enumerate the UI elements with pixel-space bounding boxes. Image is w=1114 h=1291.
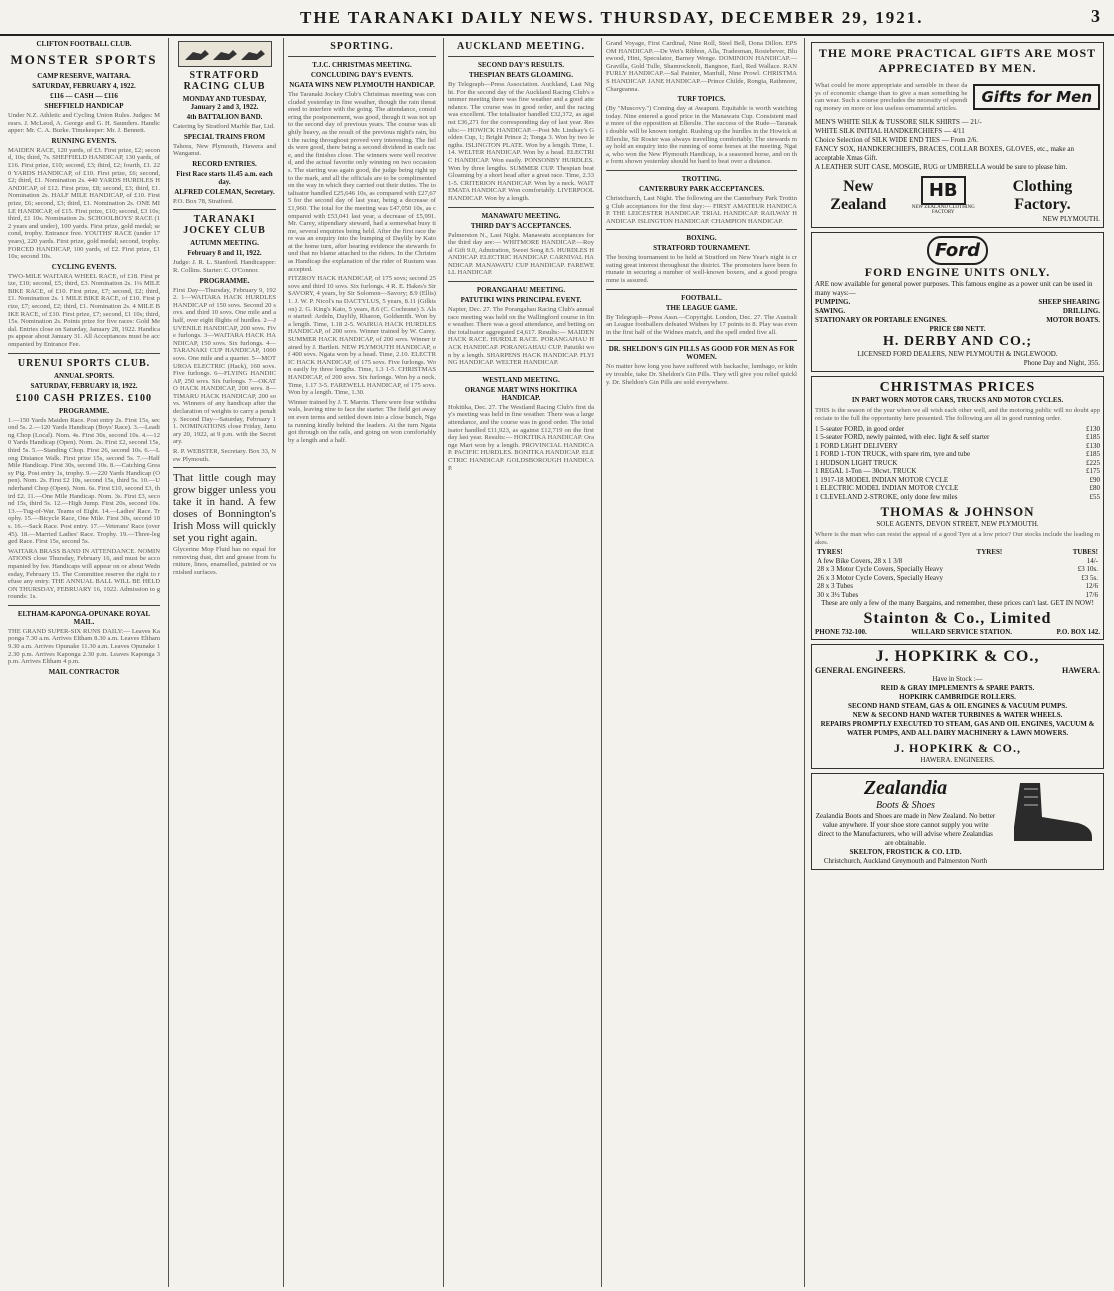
sports-date: SATURDAY, FEBRUARY 4, 1922. bbox=[32, 82, 136, 90]
hopkirk-item: SECOND HAND STEAM, GAS & OIL ENGINES & VACUUM PUMPS. bbox=[848, 702, 1067, 711]
ford-text: ARE now available for general power purposes. This famous engine as a power unit can be used in many ways:— bbox=[815, 280, 1093, 298]
boxing: BOXING. bbox=[686, 234, 717, 243]
divider bbox=[288, 56, 436, 57]
running-events: RUNNING EVENTS. bbox=[51, 136, 117, 145]
divider bbox=[448, 207, 594, 208]
divider bbox=[8, 605, 160, 606]
hb-logo: HB bbox=[921, 176, 966, 205]
xmas-price-row bbox=[815, 442, 1100, 451]
xmas-price: £80 bbox=[1089, 484, 1100, 493]
zealandia-ad bbox=[811, 773, 1104, 870]
tyre-price: 17/6 bbox=[1085, 590, 1098, 599]
cough-advertisement: That little cough may grow bigger unless you take it in hand. A few doses of Bonnington's Irish Moss will quickly set you right again. bbox=[173, 472, 276, 545]
article-body: Hokitika, Dec. 27. The Westland Racing Club's first day's meeting was held in fine weather. There was a large attendance, and the course was in good order. The totalisator handled £11,923, as against £12,719 on the first day last year. Results:— HOKITIKA HANDICAP. Orange Mart won by a length. PROVINCIAL HANDICAP. PACIFIC HURDLES. BONITKA HANDICAP. ELECTRIC HANDICAP. GOLDSBOROUGH HANDICAP. bbox=[448, 403, 594, 472]
xmas-price-list bbox=[815, 425, 1100, 502]
masthead bbox=[0, 0, 1114, 36]
xmas-item: 1 FORD 1-TON TRUCK, with spare rim, tyre and tube bbox=[815, 450, 971, 459]
body-text: Under N.Z. Athletic and Cycling Union Rules. Judges: Messrs. J. McLeod, A. George and G. H. Saunders. Handicapper: Mr. C. A. Burke. Timekeeper: Mr. J. Bennett. bbox=[8, 112, 160, 135]
mail-contractor: MAIL CONTRACTOR bbox=[48, 667, 120, 676]
hb-caption: NEW ZEALAND CLOTHING FACTORY bbox=[911, 205, 975, 216]
tyres-header: TUBES! bbox=[1072, 548, 1098, 557]
club-name: CLIFTON FOOTBALL CLUB. bbox=[36, 40, 132, 48]
body-text: Catering by Stratford Marble Bar, Ltd. bbox=[173, 123, 275, 130]
stainton-phone: PHONE 732-100. bbox=[815, 628, 867, 637]
trotting: TROTTING. bbox=[681, 174, 722, 183]
ford-use: PUMPING. bbox=[815, 298, 851, 307]
ford-use: MOTOR BOATS. bbox=[1046, 316, 1100, 325]
venue: CAMP RESERVE, WAITARA. bbox=[37, 72, 131, 80]
orange-headline: ORANGE MART WINS HOKITIKA HANDICAP. bbox=[464, 385, 578, 402]
xmas-price-row bbox=[815, 459, 1100, 468]
divider bbox=[173, 467, 276, 468]
hopkirk-sub: GENERAL ENGINEERS. bbox=[815, 666, 906, 676]
xmas-agents-sub: SOLE AGENTS, DEVON STREET, NEW PLYMOUTH. bbox=[876, 520, 1039, 529]
ngata-headline: NGATA WINS NEW PLYMOUTH HANDICAP. bbox=[289, 81, 435, 89]
cash-prizes: £100 CASH PRIZES. £100 bbox=[16, 392, 152, 404]
secretary: ALFRED COLEMAN, Secretary. bbox=[174, 187, 275, 196]
body-text: Where is the man who can resist the appeal of a good Tyre at a low price? Our stocks include the leading makes. bbox=[815, 531, 1100, 546]
divider bbox=[606, 229, 797, 230]
gift-item: WHITE SILK INITIAL HANDKERCHIEFS — 4/11 bbox=[815, 127, 965, 136]
column-racing-ads bbox=[168, 38, 280, 1287]
zealandia-place: Christchurch, Auckland Greymouth and Palmerston North bbox=[823, 857, 988, 866]
gift-item: MEN'S WHITE SILK & TUSSORE SILK SHIRTS — 21/- bbox=[815, 118, 982, 127]
tyres-row bbox=[815, 574, 1100, 583]
body-text: P.O. Box 78, Stratford. bbox=[173, 197, 234, 205]
stratford-tournament: STRATFORD TOURNAMENT. bbox=[653, 244, 750, 253]
acceptances: Christchurch, Last Night. The following are the Canterbury Park Trotting Club acceptances for the first day:— FIRST AMATEUR HANDICAP. THE LEICESTER HANDICAP. TRIAL HANDICAP. RAILWAY HANDICAP. ISLINGTON HANDICAP. CHAMPION HANDICAP. bbox=[606, 194, 797, 225]
hopkirk-place: HAWERA. bbox=[1061, 666, 1100, 676]
gift-item: FANCY SOX, HANDKERCHIEFS, BRACES, COLLAR BOXES, GLOVES, etc., make an acceptable Xmas Gift. bbox=[815, 145, 1075, 163]
gifts-for-men-logo: Gifts for Men bbox=[973, 84, 1100, 110]
ford-dealer: H. DERBY AND CO.; bbox=[882, 334, 1033, 350]
column-sporting bbox=[283, 38, 440, 1287]
cycling-events: CYCLING EVENTS. bbox=[51, 262, 117, 271]
tyre-price: 12/6 bbox=[1085, 582, 1098, 591]
monster-sports-heading: MONSTER SPORTS bbox=[10, 52, 158, 67]
xmas-item: 1 ELECTRIC MODEL INDIAN MOTOR CYCLE bbox=[815, 484, 959, 493]
christmas-prices-ad bbox=[811, 376, 1104, 640]
ford-logo: Ford bbox=[927, 236, 988, 265]
results: FITZROY HACK HANDICAP, of 175 sovs; second 25 sovs and third 10 sovs. Six furlongs. 4 R. E. Hakes's Sir SAVORY, 4 years, by Sir Solomon—Savory; 8.9 (Ellis) 1. J. W. P. Nicol's na DACTYLUS, 5 years, 8.11 (Gilkison) 2. G. King's Kato, 5 years, 8.6 (C. Cochrane) 3. Also started: Ardeln, Daylily, Rhaeon, Goldsmith. Won by a length. Time, 1.18 2-5. WAIRUA HACK HURDLES HANDICAP, of 200 sovs. Winner trained by W. Carey. SUMMER HACK HANDICAP, of 200 sovs. Winner trained by J. Bartlett. NEW PLYMOUTH HANDICAP, of 400 sovs. Ngata won by a head. Time, 2.10. ELECTRIC HACK HANDICAP, of 175 sovs. Five furlongs. Won easily by three lengths. Time, 1.3 1-5. CHRISTMAS HANDICAP, of 200 sovs. Six furlongs. Won by a neck. Time, 1.17 3-5. FAREWELL HANDICAP, of 175 sovs. Won by a length. Time, 1.30. bbox=[288, 275, 436, 397]
sporting-section: SPORTING. bbox=[330, 41, 394, 52]
record-entries: RECORD ENTRIES. bbox=[192, 159, 257, 168]
divider bbox=[173, 209, 276, 210]
xmas-price-row bbox=[815, 476, 1100, 485]
xmas-price: £90 bbox=[1089, 475, 1100, 484]
patutiki-headline: PATUTIKI WINS PRINCIPAL EVENT. bbox=[460, 296, 582, 305]
clothing-factory-text: Clothing Factory. bbox=[1012, 177, 1073, 213]
autumn-meeting: AUTUMN MEETING. bbox=[190, 239, 259, 248]
tjc-dates: February 8 and 11, 1922. bbox=[187, 249, 262, 258]
tyre-price: £3 10s. bbox=[1077, 565, 1098, 574]
third-day-acceptances: THIRD DAY'S ACCEPTANCES. bbox=[470, 221, 572, 230]
article-body: By Telegraph—Press Assn.—Copyright. London, Dec. 27. The Australian League footballers defeated Widnes by 17 points to 8. Play was even in the first half of the Widnes match, and the spell ended five all. bbox=[606, 313, 797, 336]
column-advertisements bbox=[804, 38, 1110, 1287]
band: 4th BATTALION BAND. bbox=[186, 113, 263, 121]
tyres-header: TYRES! bbox=[817, 548, 843, 557]
results: Winner trained by J. T. Marrin. There were four withdrawals, leaving nine to face the starter. The field got away on even terms and settled down into a close bunch, Ngata running kindly behind the leaders. At the turn Ngata got through on the rails, and going on won comfortably by a length and a half. bbox=[288, 398, 436, 444]
stainton-name: Stainton & Co., Limited bbox=[863, 610, 1052, 628]
hopkirk-ad bbox=[811, 644, 1104, 769]
xmas-item: 1 5-seater FORD, in good order bbox=[815, 424, 905, 433]
xmas-price: £55 bbox=[1089, 492, 1100, 501]
xmas-sub: IN PART WORN MOTOR CARS, TRUCKS AND MOTOR CYCLES. bbox=[851, 396, 1064, 405]
xmas-item: 1 5-seater FORD, newly painted, with elec. light & self starter bbox=[815, 433, 990, 442]
xmas-agents: THOMAS & JOHNSON bbox=[880, 504, 1035, 520]
horses-icon bbox=[179, 42, 271, 66]
xmas-price: £185 bbox=[1086, 450, 1100, 459]
body-text: Judge: J. R. L. Stanford. Handicapper: R. Collins. Starter: C. O'Connor. bbox=[173, 259, 276, 274]
new-zealand-text: New Zealand bbox=[830, 177, 887, 213]
xmas-price-row bbox=[815, 433, 1100, 442]
xmas-price-row bbox=[815, 484, 1100, 493]
article-body: The Taranaki Jockey Club's Christmas meeting was concluded yesterday in fine weather, though the rain threatened to interfere with the going. The attendance, considering the postponement, was good, though it was not up to the second day of previous years. The course was slightly heavy, as the result of the previous night's rain, but the racing throughout proved very interesting. The fields were good, there being a second dividend in each race, and the finishes close. The winners were well received, and the actual favorite only winning on two occasions. The starting was again good, the judge being right up to the mark, and all the officials are to be complimented on the way in which they carried out their duties. The totalisator handled £25,646 10s, as compared with £27,675 for the second day of last year, being a decrease of £1,960. The total for the meeting was £47,050 10s, as compared with £53,041 last year, a decrease of £5,991. Mr. Carey, stipendiary steward, had a somewhat busy time, several enquiries being held. After the first race there was an enquiry into the bumping of Daylily by Kato at the home turn, after hearing evidence the stewards found that no blame attached to the riders. In the Christmas Handicap the explanation of the rider of Rustum was accepted. bbox=[288, 91, 436, 273]
article-body: By Telegraph—Press Association. Auckland, Last Night. For the second day of the Auckland Racing Club's summer meeting there was fine weather and a good attendance. The course was in good order, and the racing was excellent. The totalisator handled £32,372, as against £36,271 for the corresponding day of last year. Results:— HOWICK HANDICAP.—Post Mr. Lindsay's Golden Cup, 1; Bright Prince 2; Tonga 3. Won by two lengths. ISLINGTON PLATE. Won by a length. Time, 1.14. WELTER HANDICAP. Won by a head. ELECTRIC HANDICAP. Won easily. PONSONBY HURDLES. Won by three lengths. SUMMER CUP. Thespian beat Gloaming by a short head after a great race. Time, 2.33 1-5. CRITERION HANDICAP. Won by a neck. WAITEMATA HANDICAP. Won comfortably. LIVERPOOL HANDICAP. Won by a length. bbox=[448, 81, 594, 202]
sheffield-handicap: SHEFFIELD HANDICAP bbox=[44, 102, 124, 110]
stratford-racing-club: STRATFORD RACING CLUB bbox=[183, 70, 266, 92]
column-racing-results bbox=[443, 38, 598, 1287]
xmas-price: £130 bbox=[1086, 441, 1100, 450]
xmas-item: 1 1917-18 MODEL INDIAN MOTOR CYCLE bbox=[815, 475, 949, 484]
porangahau-meeting: PORANGAHAU MEETING. bbox=[476, 286, 566, 295]
prize-line: £116 — CASH — £116 bbox=[50, 92, 118, 100]
turf-topics: TURF TOPICS. bbox=[677, 95, 726, 104]
xmas-item: 1 HUDSON LIGHT TRUCK bbox=[815, 458, 898, 467]
stainton-box: P.O. BOX 142. bbox=[1056, 628, 1100, 637]
tyre-size: 26 x 3 Motor Cycle Covers, Specially Heavy bbox=[817, 573, 943, 582]
tyres-row bbox=[815, 591, 1100, 600]
ford-engine-ad bbox=[811, 232, 1104, 372]
tyres-header: TYRES! bbox=[976, 548, 1003, 557]
body-text: First Day—Thursday, February 9, 1922. 1—WAITARA HACK HURDLES HANDICAP of 150 sovs. Second 20 sovs. and third 10 sovs. One mile and a half, over eight flights of hurdles. 2—JUVENILE HANDICAP, 200 sovs. Five furlongs. 3—WAITARA HACK HANDICAP, 150 sovs. Six furlongs. 4—TARANAKI CUP HANDICAP, 1000 sovs. One mile and a quarter. 5—MOTUROA ELECTRIC (Hack), 160 sovs. Five furlongs. 6—FLYING HANDICAP, 250 sovs. Six furlongs. 7—OKATO HACK HANDICAP, 200 sovs. 8—TIMARU HACK HANDICAP, 200 sovs. Winners of any handicap after the declaration of weights to carry a penalty. Second Day—Saturday, February 11. NOMINATIONS close Friday, January 20, 1922, at 9 p.m. with the Secretary. bbox=[173, 286, 276, 446]
xmas-price-row bbox=[815, 425, 1100, 434]
zealandia-maker: SKELTON, FROSTICK & CO. LTD. bbox=[849, 848, 962, 857]
hopkirk-item: NEW & SECOND HAND WATER TURBINES & WATER WHEELS. bbox=[852, 711, 1063, 720]
xmas-price-row bbox=[815, 493, 1100, 502]
acceptances: Palmerston N., Last Night. Manawatu acceptances for the third day are:— WHITMORE HANDICAP.—Royal Gift 9.0, Admiration, Sweet Song 8.5. HURDLES HANDICAP. ELECTRIC HANDICAP. CARNIVAL HANDICAP. MANAWATU CUP HANDICAP. FAREWELL HANDICAP. bbox=[448, 231, 594, 277]
body-text: What could be more appropriate and sensible in these days of economic change than to give a man something he can wear. Such a course precludes the necessity of spending money on more or less useless ornamental articles. bbox=[815, 82, 968, 112]
eltham-mail-heading: ELTHAM-KAPONGA-OPUNAKE ROYAL MAIL. bbox=[17, 609, 151, 626]
tyres-row bbox=[815, 565, 1100, 574]
urenui-date: SATURDAY, FEBRUARY 18, 1922. bbox=[30, 381, 138, 390]
divider bbox=[448, 56, 594, 57]
tjc-programme: PROGRAMME. bbox=[199, 276, 250, 285]
tjc-christmas-meeting: T.J.C. CHRISTMAS MEETING. bbox=[312, 61, 412, 69]
body-text: TWO-MILE WAITARA WHEEL RACE, of £18. First prize, £10; second, £5; third, £3. Nomination 2s. 1¼ MILE BIKE RACE, of £10. First prize, £7; second, £2; third, £1. Nomination 2s. 1 MILE BIKE RACE, of £10. First prize, £7; second, £2; third, £1. Nomination 2s. 4 MILE BIKE RACE, of £10. First prize, £7; second, £1 10s; third, 15s. Nomination 2s. Points prize for five races: Gold Medal. Entries close on Saturday, January 28, 1922. Handicaps appear about January 31. All Acceptances must be accompanied by Entrance Fee. bbox=[8, 272, 160, 349]
hopkirk-footer: J. HOPKIRK & CO., bbox=[894, 741, 1021, 756]
tyre-size: 28 x 3 Tubes bbox=[817, 582, 853, 591]
hopkirk-footer-sub: HAWERA. ENGINEERS. bbox=[920, 756, 995, 765]
body-text: MAIDEN RACE, 120 yards, of £3. First prize, £2; second, 10s; third, 7s. SHEFFIELD HANDICAP, 130 yards, of £16. First prize, £10; second, £3; third, £2; fourth, £1. 220 YARDS HANDICAP, of £10. First prize, £6; second, £2; third, £1. Nomination 2s. 440 YARDS HURDLES HANDICAP, of £12. First prize, £8; second, £3; third, £1. Nomination 2s. HALF MILE HANDICAP, of £10. First prize, £6; second, £3; third, £1. Nomination 2s. ONE MILE HANDICAP, of £15. First prize, £10; second, £3 10s; third, £1 10s. Nomination 2s. SCHOOLBOYS' RACE (12 years and under), 100 yards. First prize, gold medal; second, trophy. Entrance free. YOUTHS' RACE (under 17 years), 220 yards. First prize, gold medal; second, trophy. FORCED HANDICAP, 100 yards, of £2. First prize, £1 10s; second 10s. bbox=[8, 146, 160, 261]
xmas-price: £175 bbox=[1086, 467, 1100, 476]
body-text: Tahora, New Plymouth, Hawera and Wanganui. bbox=[173, 142, 276, 158]
zealandia-name: Zealandia bbox=[863, 777, 948, 800]
acceptances: Grand Voyage, First Cardinal, Nine Roll, Steel Bell, Dona Dillon. EPSOM HANDICAP.—De Wet's Ribbon, Alla, Tradesman, Rosiebever, Bluewood, Hint, Speculator, Barney Wenge. DOMINION HANDICAP.—Gravilla, Gold Tulle, Shamrocknoli, Bangnoe, Earl, Red Wallace. RANFURLY HANDICAP.—Sal Painter, Manfull, Nine Prowl. CHRISTMAS HANDICAP. JANE HANDICAP.—Prince Childe, Rongia, Rathmore, Chargeanna. bbox=[606, 40, 797, 93]
xmas-price: £225 bbox=[1086, 458, 1100, 467]
nz-place: NEW PLYMOUTH. bbox=[1042, 215, 1100, 224]
xmas-price-row bbox=[815, 450, 1100, 459]
article-body: The boxing tournament to be held at Stratford on New Year's night is creating great interest throughout the district. The promoters have been fortunate in securing a number of well-known boxers, and a good programme is assured. bbox=[606, 254, 797, 285]
body-text: WAITARA BRASS BAND IN ATTENDANCE. NOMINATIONS close Thursday, February 16, and must be accompanied by fee. Handicaps will appear on or about Wednesday, February 15. The Committee reserve the right to refuse any entry. THE ANNUAL BALL WILL BE HELD ON THURSDAY, FEBRUARY 16, 1922. Admission to grounds: 1s. bbox=[8, 547, 160, 601]
horse-racing-illustration bbox=[178, 41, 272, 67]
body-text: Glycerine Mop Fluid has no equal for removing dust, dirt and grease from furniture, linos, enamelled, painted or varnished surfaces. bbox=[173, 546, 276, 576]
tyres-row bbox=[815, 582, 1100, 591]
body-text: 1.—150 Yards Maiden Race. Post entry 2s. First 15s, second 5s. 2.—120 Yards Handicap (Boys' Race). 3.—Leading Chop (Local). Nom. 4s. First 30s, second 10s. 4.—120 Yards Handicap (Open). Nom. 2s. First £2, second 15s, third 5s. 5.—Standing Chop. First 26, second 10s. 6.—Long Distance Walk. First prize 15s, second 5s. 7.—Half Mile Handicap. First 30s, second 10s. 8.—Catching Greasy Pig. Post entry 1s, trophy. 9.—220 Yards Handicap (Open). Nom. 2s. First £2 10s, second 15s, third 5s. 10.—Underhand Chop (Open). Nom. 6s. First £10, second £3, third £2. 11.—One Mile Handicap. Nom. 3s. First £3, second 15s, third 5s. 12.—High Jump. First 20s, second 10s. 13.—Tug-of-War. Teams of Eight. 14.—Ladies' Race. Trophy. 15.—Bicycle Race, One Mile. First 30s, second 10s. 16.—Sack Race. Post entry. 17.—Veterans' Race (over 45). 18.—Married Ladies' Race. Trophy. 19.—Three-legged Race. First 15s, second 5s. bbox=[8, 416, 160, 546]
stainton-address: WILLARD SERVICE STATION. bbox=[911, 628, 1013, 637]
nz-clothing-factory-ad bbox=[811, 42, 1104, 228]
masthead-title: THE TARANAKI DAILY NEWS. THURSDAY, DECEMBER 29, 1921. bbox=[300, 8, 924, 27]
divider bbox=[606, 289, 797, 290]
second-day-results: SECOND DAY'S RESULTS. bbox=[477, 61, 565, 69]
zealandia-sub: Boots & Shoes bbox=[876, 800, 935, 812]
tyre-price: 14/- bbox=[1086, 556, 1098, 565]
gifts-title: THE MORE PRACTICAL GIFTS ARE MOST APPRECIATED BY MEN. bbox=[818, 46, 1097, 75]
ford-use: DRILLING. bbox=[1062, 307, 1100, 316]
xmas-price: £185 bbox=[1086, 433, 1100, 442]
article-body: Napier, Dec. 27. The Porangahau Racing Club's annual race meeting was held on the Wallingford course in fine weather. There was a good attendance, and betting on the totalisator aggregated £4,617. Results:— MAIDEN HACK RACE. HURDLE RACE. PORANGAHAU HACK HANDICAP. PORANGAHAU CUP. Patutiki won by a length. SHARPENS HACK HANDICAP. FLYING HANDICAP. WELTER HANDICAP. bbox=[448, 306, 594, 367]
tyres-table bbox=[815, 548, 1100, 599]
urenui-heading: URENUI SPORTS CLUB. bbox=[17, 357, 151, 369]
xmas-item: 1 REGAL 1-Ton — 30cwt. TRUCK bbox=[815, 467, 917, 476]
page-number: 3 bbox=[1091, 6, 1100, 26]
canterbury-park: CANTERBURY PARK ACCEPTANCES. bbox=[638, 184, 765, 193]
timetable: THE GRAND SUPER-SIX RUNS DAILY:— Leaves Kaponga 7.30 a.m. Arrives Eltham 8.30 a.m. Leaves Eltham 9.30 a.m. Arrives Opunake 11.30 a.m. Leaves Opunake 12.30 p.m. Arrives Kaponga 2.30 p.m. Leaves Kaponga 3 p.m. Arrives Eltham 4 p.m. bbox=[8, 627, 160, 666]
ford-phone: Phone Day and Night, 355. bbox=[1023, 359, 1100, 368]
taranaki-jockey-club: TARANAKI JOCKEY CLUB bbox=[183, 214, 266, 237]
hopkirk-item: HOPKIRK CAMBRIDGE ROLLERS. bbox=[899, 693, 1016, 702]
first-race: First Race starts 11.45 a.m. each day. bbox=[176, 169, 273, 186]
column-sports-ads bbox=[4, 38, 164, 1287]
urenui-sub: ANNUAL SPORTS. bbox=[53, 371, 115, 380]
hopkirk-item: REPAIRS PROMPTLY EXECUTED TO STEAM, GAS AND OIL ENGINES, VACUUM & WATER PUMPS, AND ALL DAIRY MACHINERY & LAWN MOWERS. bbox=[820, 720, 1095, 738]
hopkirk-stock: Have in Stock :— bbox=[932, 675, 983, 684]
manawatu-meeting: MANAWATU MEETING. bbox=[481, 211, 561, 220]
programme-heading: PROGRAMME. bbox=[59, 406, 109, 415]
hopkirk-name: J. HOPKIRK & CO., bbox=[875, 648, 1040, 666]
ford-price: PRICE £80 NETT. bbox=[929, 325, 986, 334]
xmas-price: £130 bbox=[1086, 424, 1100, 433]
thespian-headline: THESPIAN BEATS GLOAMING. bbox=[469, 71, 573, 79]
tyre-size: 28 x 3 Motor Cycle Covers, Specially Heavy bbox=[817, 565, 943, 574]
tyres-row bbox=[815, 557, 1100, 566]
xmas-price-row bbox=[815, 467, 1100, 476]
ford-use: STATIONARY OR PORTABLE ENGINES. bbox=[815, 316, 947, 325]
xmas-title: CHRISTMAS PRICES bbox=[879, 380, 1036, 396]
special-trains: SPECIAL TRAINS FROM bbox=[183, 132, 266, 141]
xmas-item: 1 CLEVELAND 2-STROKE, only done few miles bbox=[815, 492, 958, 501]
football: FOOTBALL. bbox=[681, 293, 722, 302]
tyre-price: £3 5s. bbox=[1081, 573, 1098, 582]
ford-title: FORD ENGINE UNITS ONLY. bbox=[864, 265, 1051, 280]
boot-icon bbox=[1000, 777, 1100, 847]
tyres-note: These are only a few of the many Bargains, and remember, these prices can't last. GET IN NOW! bbox=[821, 599, 1094, 608]
ford-use: SAWING. bbox=[815, 307, 846, 316]
body-text: THIS is the season of the year when we all wish each other well, and the motoring public will no doubt appreciate to the full the opportunity here presented. The following are all in good running order. bbox=[815, 407, 1100, 422]
ford-dealer-sub: LICENSED FORD DEALERS, NEW PLYMOUTH & INGLEWOOD. bbox=[857, 350, 1058, 359]
divider bbox=[606, 170, 797, 171]
league-game: THE LEAGUE GAME. bbox=[665, 303, 738, 312]
gift-item: Choice Selection of SILK WIDE END TIES — From 2/6. bbox=[815, 136, 979, 145]
article-body: (By "Muscovy.") Coming day at Awapuni. Equitable is worth watching today. Nine entered a good price in the Manawatu Cup. Consistent made more of the opposition at Ellerslie. The success of the Rude—Taranaki double will be known tonight. Rushing up the hurdles in the Howick at Ellerslie, Sir Rosier was always travelling comfortably. The stewards may hold an enquiry into the running of some horses at the meeting. Ngata, who won the New Plymouth Handicap, is a seasoned horse, and on the form shown yesterday should be hard to beat over a distance. bbox=[606, 105, 797, 166]
zealandia-text: Zealandia Boots and Shoes are made in New Zealand. No better value anywhere. If your shoe store cannot supply you write direct to the Manufacturers, who will advise where Zealandias are obtainable. bbox=[815, 812, 996, 848]
tyre-size: A few Bike Covers, 28 x 1 3/8 bbox=[817, 556, 903, 565]
xmas-item: 1 FORD LIGHT DELIVERY bbox=[815, 441, 898, 450]
divider bbox=[606, 340, 797, 341]
body-text: R. P. WEBSTER, Secretary. Box 33, New Plymouth. bbox=[173, 448, 276, 463]
gift-item: A LEATHER SUIT CASE, MOSGIE, RUG or UMBRELLA would be sure to please him. bbox=[815, 163, 1068, 172]
tyre-size: 30 x 3½ Tubes bbox=[817, 590, 859, 599]
hopkirk-item: REID & GRAY IMPLEMENTS & SPARE PARTS. bbox=[880, 684, 1035, 693]
article-body: No matter how long you have suffered with backache, lumbago, or kidney trouble, take Dr. Sheldon's Gin Pills. They will give you relief quickly. Dr. Sheldon's Gin Pills are sold everywhere. bbox=[606, 363, 797, 386]
divider bbox=[448, 371, 594, 372]
concluding-day: CONCLUDING DAY'S EVENTS. bbox=[310, 71, 414, 79]
ford-use: SHEEP SHEARING bbox=[1038, 298, 1100, 307]
divider bbox=[448, 281, 594, 282]
sheldon-heading: DR. SHELDON'S GIN PILLS AS GOOD FOR MEN AS FOR WOMEN. bbox=[608, 345, 795, 362]
stratford-dates: MONDAY AND TUESDAY, January 2 and 3, 1922. bbox=[182, 95, 267, 111]
westland-meeting: WESTLAND MEETING. bbox=[482, 375, 560, 384]
auckland-meeting: AUCKLAND MEETING. bbox=[456, 41, 586, 52]
column-turf-topics bbox=[601, 38, 801, 1287]
divider bbox=[8, 353, 160, 354]
